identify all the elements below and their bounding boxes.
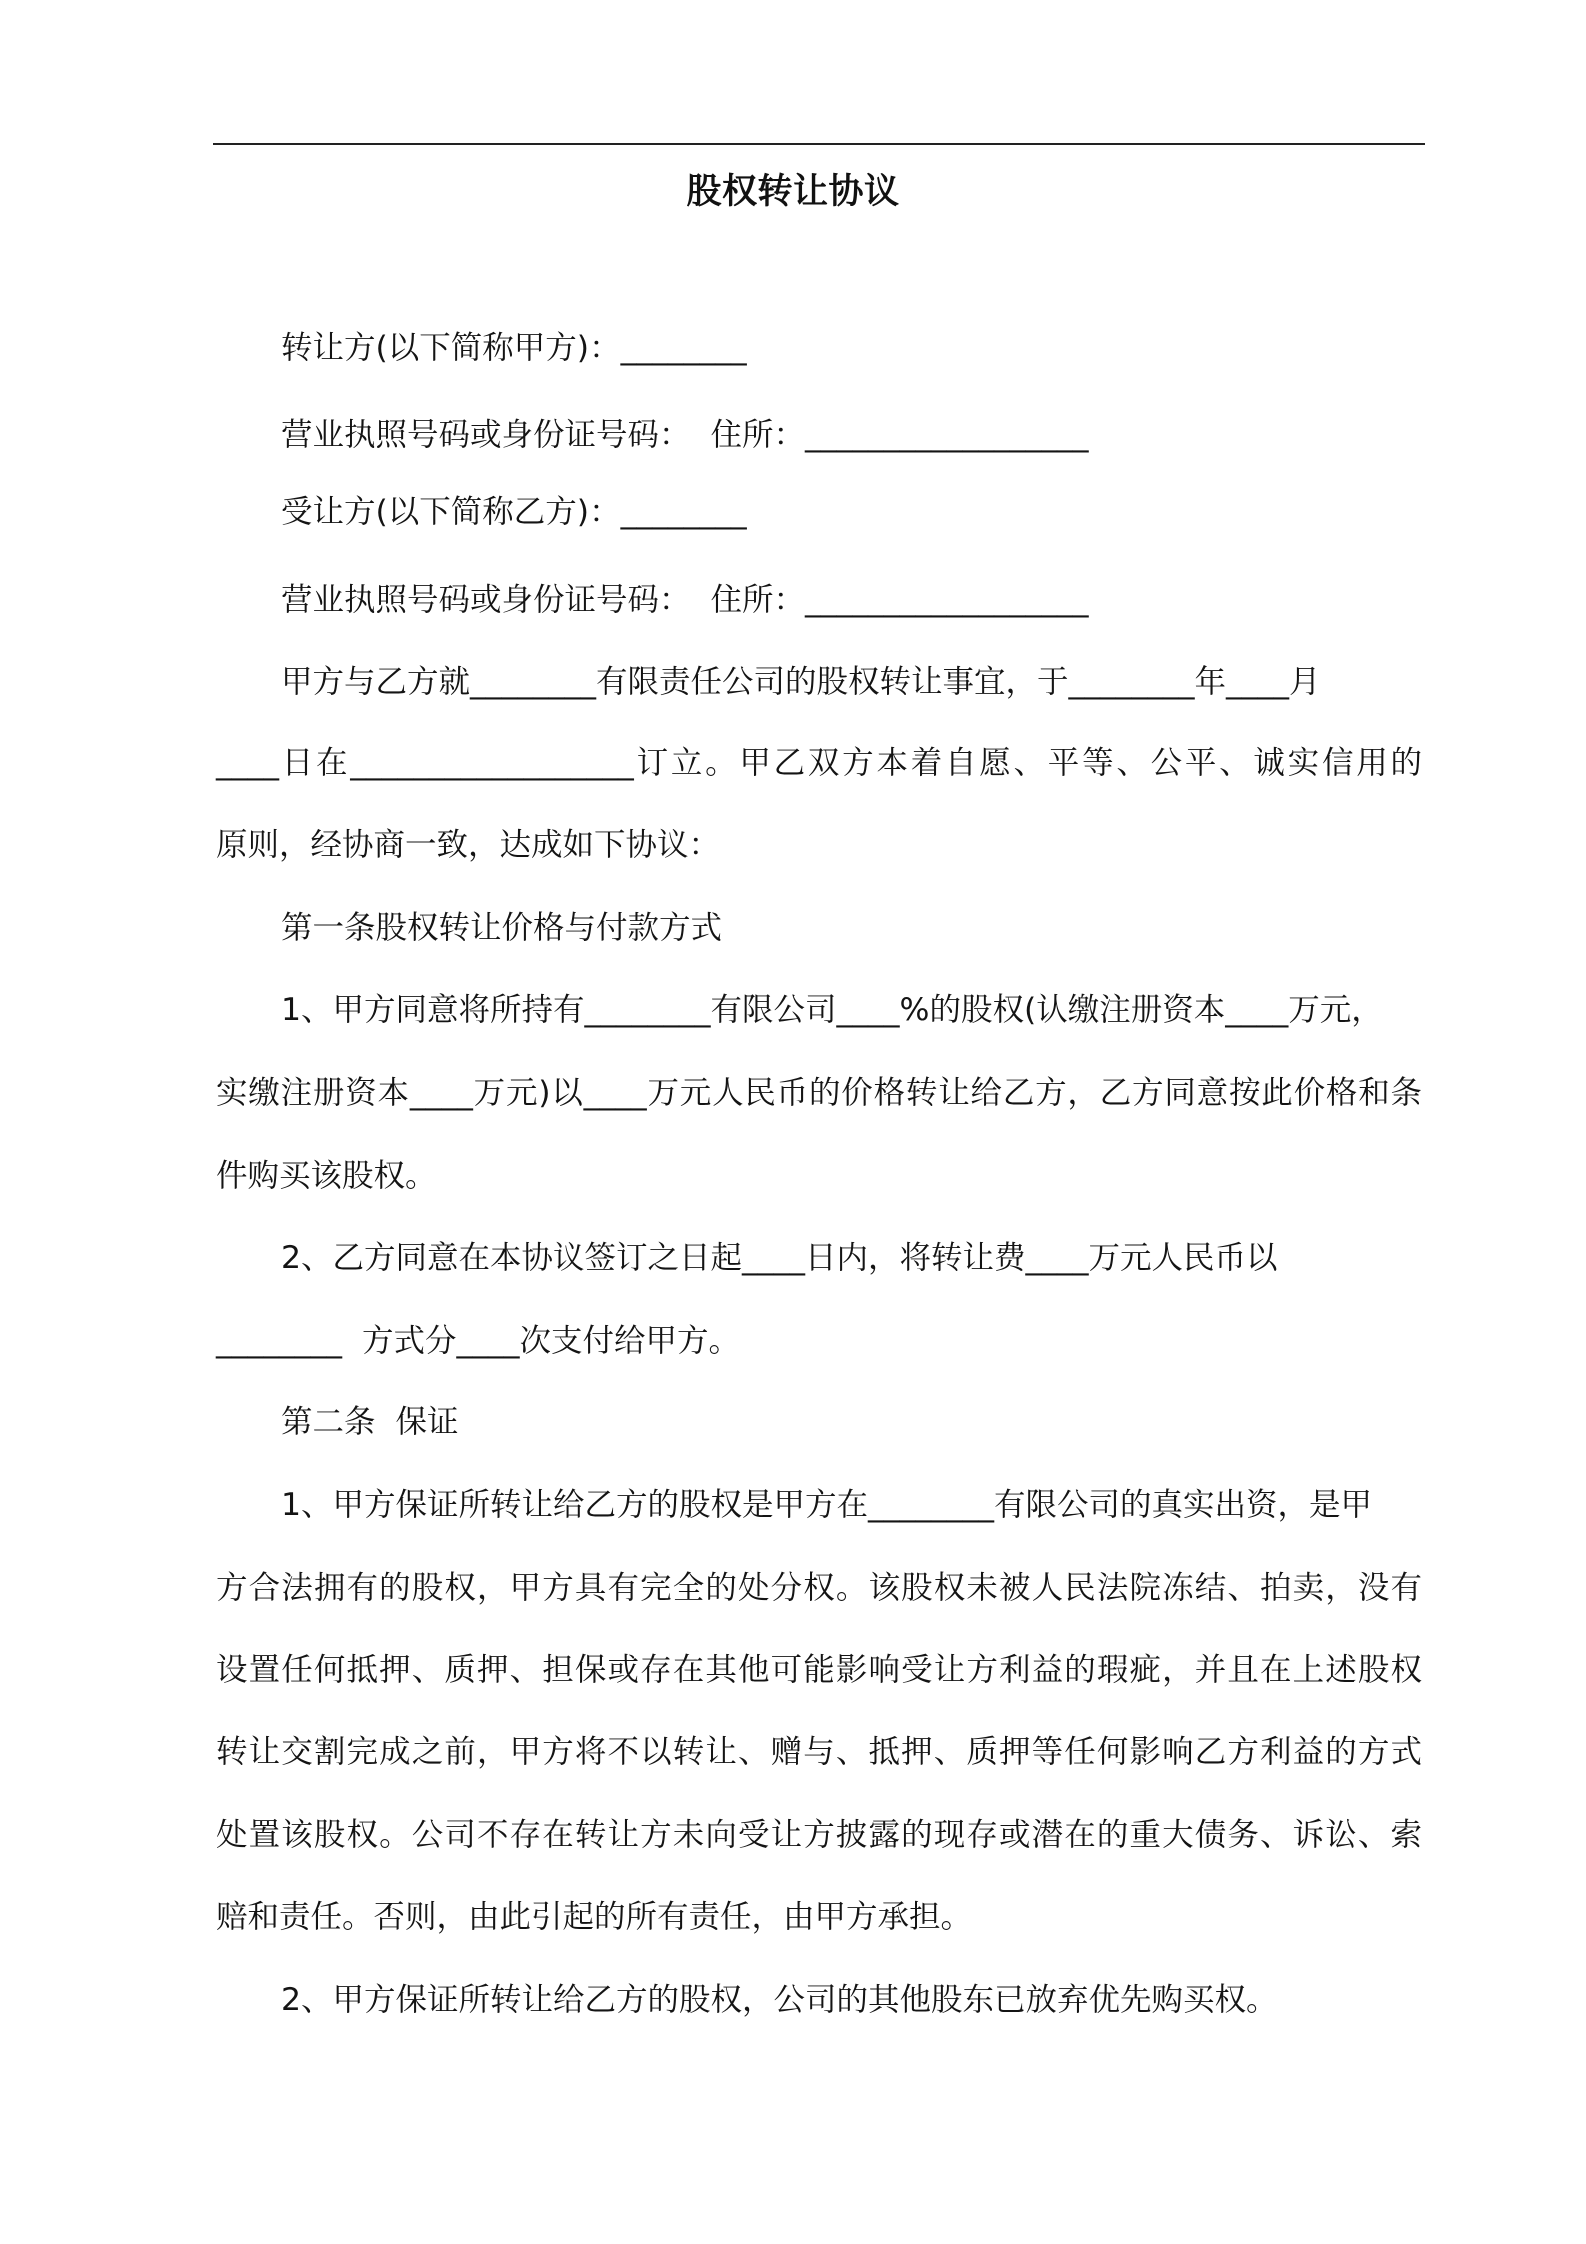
preamble-line: ____日在__________________订立。甲乙双方本着自愿、平等、公平、诚实信用的 (216, 745, 1422, 781)
article-2-clause-1-line: 方合法拥有的股权，甲方具有完全的处分权。该股权未被人民法院冻结、拍卖，没有 (216, 1570, 1422, 1606)
article-2-clause-1-line: 转让交割完成之前，甲方将不以转让、赠与、抵押、质押等任何影响乙方利益的方式 (216, 1734, 1422, 1770)
article-1-heading: 第一条股权转让价格与付款方式 (281, 910, 723, 946)
document-title: 股权转让协议 (686, 172, 900, 212)
article-2-clause-1-line: 赔和责任。否则，由此引起的所有责任，由甲方承担。 (216, 1899, 973, 1935)
article-2-clause-1-line: 设置任何抵押、质押、担保或存在其他可能影响受让方利益的瑕疵，并且在上述股权 (216, 1652, 1422, 1688)
article-1-clause-1-line: 实缴注册资本____万元)以____万元人民币的价格转让给乙方，乙方同意按此价格和条 (216, 1075, 1422, 1111)
article-1-clause-1-line: 1、甲方同意将所持有________有限公司____%的股权(认缴注册资本____万元， (281, 992, 1383, 1028)
header-rule (213, 143, 1425, 145)
article-1-clause-2-line: 2、乙方同意在本协议签订之日起____日内，将转让费____万元人民币以 (281, 1240, 1278, 1276)
transferor-id-line: 营业执照号码或身份证号码： 住所：__________________ (281, 417, 1089, 453)
article-1-clause-2-line: ________ 方式分____次支付给甲方。 (216, 1323, 741, 1359)
transferee-line: 受让方(以下简称乙方)：________ (281, 494, 747, 530)
transferee-id-line: 营业执照号码或身份证号码： 住所：__________________ (281, 582, 1089, 618)
transferor-line: 转让方(以下简称甲方)：________ (281, 330, 747, 366)
article-2-heading: 第二条 保证 (281, 1404, 459, 1440)
article-2-clause-2-line: 2、甲方保证所转让给乙方的股权，公司的其他股东已放弃优先购买权。 (281, 1982, 1278, 2018)
article-2-clause-1-line: 处置该股权。公司不存在转让方未向受让方披露的现存或潜在的重大债务、诉讼、索 (216, 1817, 1422, 1853)
preamble-line: 原则，经协商一致，达成如下协议： (216, 827, 721, 863)
article-2-clause-1-line: 1、甲方保证所转让给乙方的股权是甲方在________有限公司的真实出资，是甲 (281, 1487, 1373, 1523)
preamble-line: 甲方与乙方就________有限责任公司的股权转让事宜，于________年____月 (281, 664, 1321, 700)
article-1-clause-1-line: 件购买该股权。 (216, 1158, 437, 1194)
